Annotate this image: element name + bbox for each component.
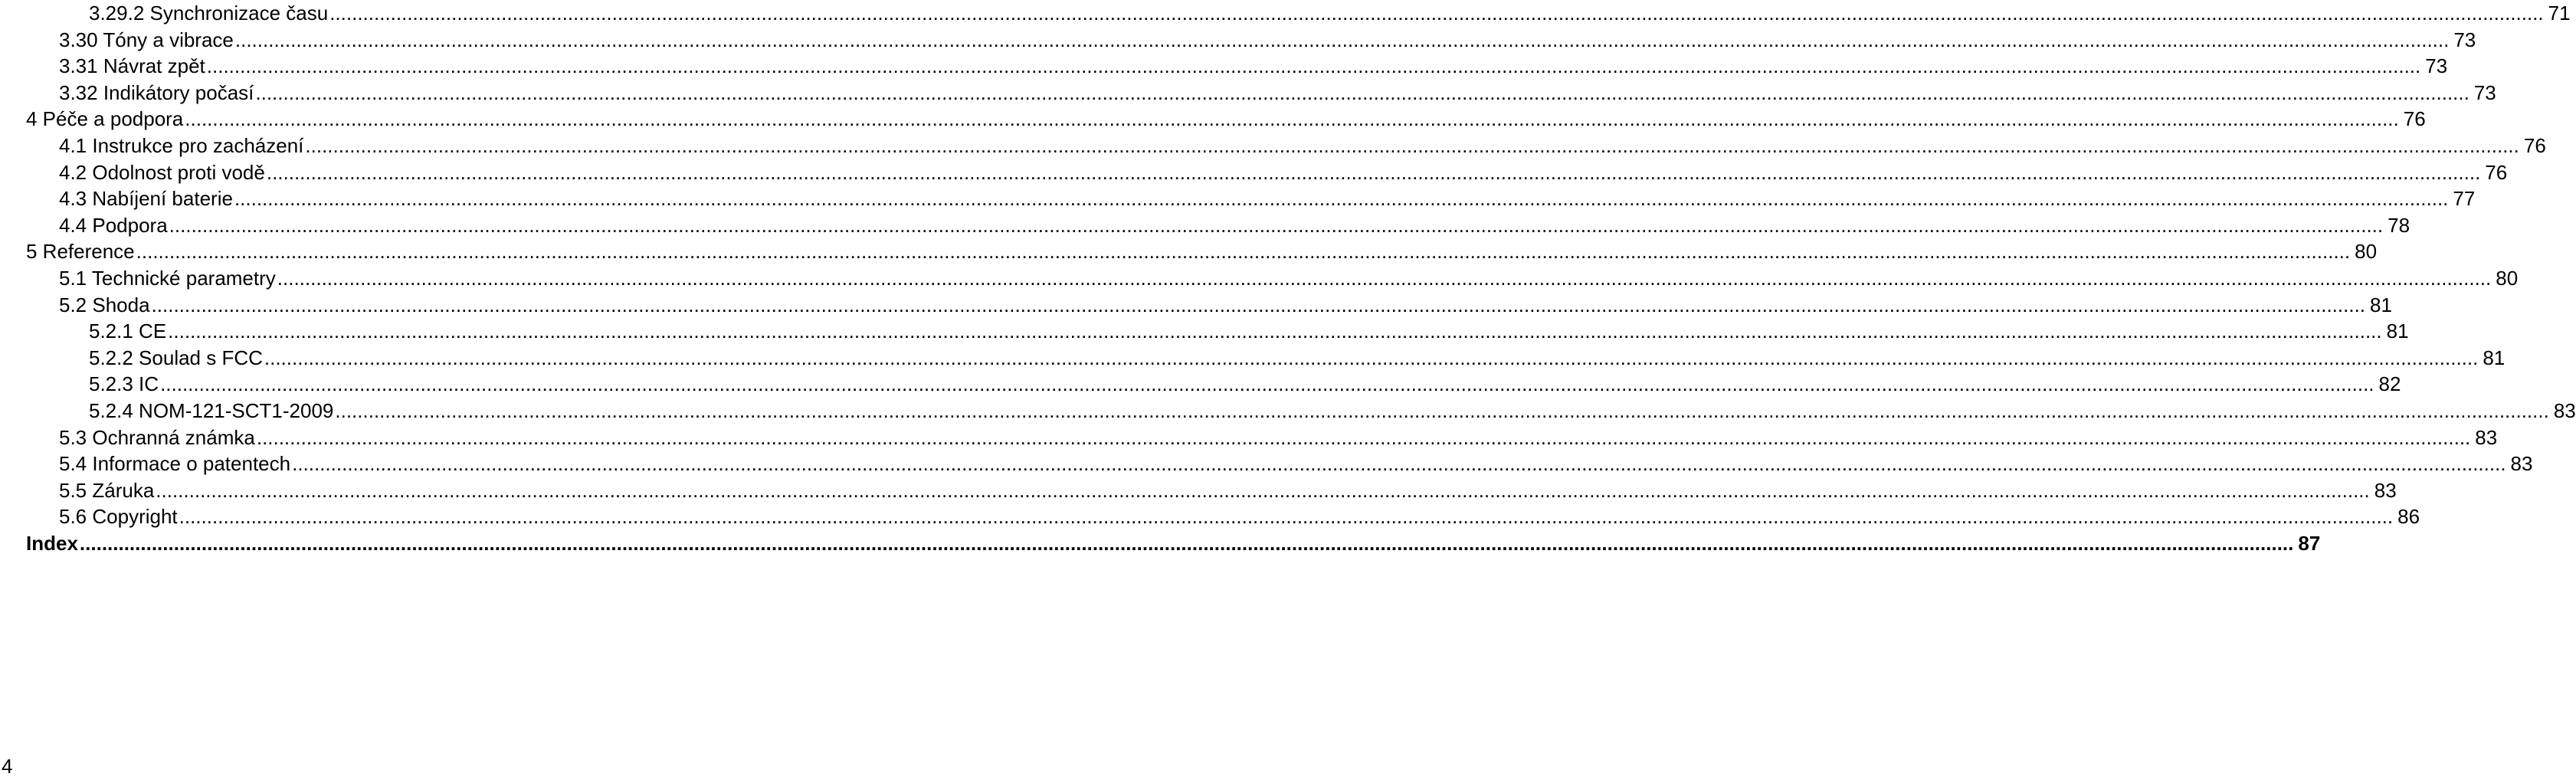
toc-entry-title: 3.29.2 Synchronizace času	[89, 2, 329, 25]
toc-entry-page: 87	[2298, 532, 2321, 555]
toc-dot-leader: ................................................................................................................................................................................................................................................................................................................................................................................................................	[179, 505, 2394, 529]
toc-entry-page: 76	[2485, 160, 2508, 184]
toc-entry[interactable]	[89, 397, 2576, 424]
toc-entry-index[interactable]	[26, 529, 2321, 557]
toc-entry-title: 5.2 Shoda	[59, 293, 150, 316]
toc-entry[interactable]	[59, 211, 2410, 239]
toc-dot-leader: ................................................................................................................................................................................................................................................................................................................................................................................................................	[256, 425, 2471, 449]
toc-entry-title: 4.4 Podpora	[59, 213, 168, 237]
toc-entry[interactable]	[89, 0, 2571, 27]
toc-entry-page: 80	[2496, 267, 2519, 290]
toc-entry-title: 5.3 Ochranná známka	[59, 425, 255, 449]
toc-dot-leader: ................................................................................................................................................................................................................................................................................................................................................................................................................	[169, 213, 2384, 237]
toc-entry[interactable]	[89, 370, 2401, 398]
toc-entry-page: 81	[2370, 293, 2392, 316]
toc-entry-page: 83	[2510, 452, 2533, 476]
toc-entry[interactable]	[59, 185, 2476, 212]
toc-entry[interactable]	[26, 105, 2426, 133]
toc-entry-page: 83	[2475, 425, 2498, 449]
toc-entry-page: 73	[2453, 28, 2476, 51]
toc-entry-page: 81	[2483, 346, 2506, 369]
toc-dot-leader: ................................................................................................................................................................................................................................................................................................................................................................................................................	[264, 346, 2479, 369]
toc-dot-leader: ................................................................................................................................................................................................................................................................................................................................................................................................................	[292, 452, 2506, 476]
toc-entry-page: 82	[2378, 372, 2401, 396]
toc-entry[interactable]	[89, 344, 2506, 372]
toc-entry-page: 77	[2453, 187, 2476, 211]
toc-entry-page: 71	[2548, 2, 2571, 25]
toc-dot-leader: ................................................................................................................................................................................................................................................................................................................................................................................................................	[329, 2, 2544, 25]
toc-entry[interactable]	[26, 238, 2378, 265]
toc-entry-page: 76	[2403, 107, 2426, 131]
toc-dot-leader: ................................................................................................................................................................................................................................................................................................................................................................................................................	[168, 320, 2382, 343]
toc-entry[interactable]	[59, 79, 2496, 107]
toc-entry[interactable]	[59, 291, 2392, 319]
toc-entry[interactable]	[89, 317, 2409, 345]
toc-entry[interactable]	[59, 503, 2420, 530]
toc-entry[interactable]	[59, 159, 2508, 186]
toc-dot-leader: ................................................................................................................................................................................................................................................................................................................................................................................................................	[151, 293, 2366, 316]
toc-entry[interactable]	[59, 52, 2448, 80]
toc-entry-title: 5 Reference	[26, 240, 135, 264]
toc-dot-leader: ................................................................................................................................................................................................................................................................................................................................................................................................................	[266, 160, 2481, 184]
toc-entry-title: 5.5 Záruka	[59, 478, 155, 502]
toc-dot-leader: ................................................................................................................................................................................................................................................................................................................................................................................................................	[277, 267, 2492, 290]
toc-entry-title: 5.2.4 NOM-121-SCT1-2009	[89, 399, 334, 422]
toc-entry-title: 5.2.1 CE	[89, 320, 167, 343]
toc-entry[interactable]	[59, 424, 2498, 451]
toc-dot-leader: ................................................................................................................................................................................................................................................................................................................................................................................................................	[234, 28, 2450, 51]
toc-entry-page: 81	[2386, 320, 2409, 343]
toc-entry-title: 4.2 Odolnost proti vodě	[59, 160, 265, 184]
toc-entry-title: 4.3 Nabíjení baterie	[59, 187, 233, 211]
toc-entry-title: 5.1 Technické parametry	[59, 267, 276, 290]
toc-entry-page: 83	[2374, 478, 2397, 502]
toc-entry[interactable]	[59, 450, 2533, 477]
toc-entry-page: 78	[2388, 213, 2410, 237]
toc-dot-leader: ................................................................................................................................................................................................................................................................................................................................................................................................................	[160, 372, 2374, 396]
toc-entry[interactable]	[59, 477, 2397, 504]
toc-entry-title: 4.1 Instrukce pro zacházení	[59, 134, 304, 157]
toc-entry[interactable]	[59, 26, 2476, 54]
toc-dot-leader: ................................................................................................................................................................................................................................................................................................................................................................................................................	[136, 240, 2351, 264]
toc-dot-leader: ................................................................................................................................................................................................................................................................................................................................................................................................................	[234, 187, 2449, 211]
toc-dot-leader: ................................................................................................................................................................................................................................................................................................................................................................................................................	[79, 532, 2294, 555]
toc-entry-title: 3.32 Indikátory počasí	[59, 80, 254, 104]
toc-entry-page: 83	[2553, 399, 2576, 422]
toc-entry-title: 3.30 Tóny a vibrace	[59, 28, 234, 51]
toc-dot-leader: ................................................................................................................................................................................................................................................................................................................................................................................................................	[156, 478, 2370, 502]
toc-entry-title: 3.31 Návrat zpět	[59, 54, 205, 78]
toc-entry-title: 5.4 Informace o patentech	[59, 452, 291, 476]
toc-dot-leader: ................................................................................................................................................................................................................................................................................................................................................................................................................	[185, 107, 2399, 131]
toc-entry-page: 80	[2355, 240, 2378, 264]
toc-entry[interactable]	[59, 264, 2519, 292]
toc-entry-page: 76	[2523, 134, 2546, 157]
toc-entry-title: 5.2.2 Soulad s FCC	[89, 346, 263, 369]
toc-entry-title: 4 Péče a podpora	[26, 107, 184, 131]
toc-dot-leader: ................................................................................................................................................................................................................................................................................................................................................................................................................	[305, 134, 2519, 157]
toc-entry-page: 86	[2397, 505, 2420, 529]
toc-dot-leader: ................................................................................................................................................................................................................................................................................................................................................................................................................	[206, 54, 2421, 78]
toc-entry-title: Index	[26, 532, 78, 555]
page-number: 4	[2, 755, 13, 778]
toc-entry-page: 73	[2473, 80, 2496, 104]
toc-entry-title: 5.2.3 IC	[89, 372, 159, 396]
toc-entry[interactable]	[59, 132, 2546, 159]
toc-dot-leader: ................................................................................................................................................................................................................................................................................................................................................................................................................	[255, 80, 2469, 104]
toc-entry-title: 5.6 Copyright	[59, 505, 178, 529]
toc-dot-leader: ................................................................................................................................................................................................................................................................................................................................................................................................................	[335, 399, 2549, 422]
toc-entry-page: 73	[2425, 54, 2448, 78]
